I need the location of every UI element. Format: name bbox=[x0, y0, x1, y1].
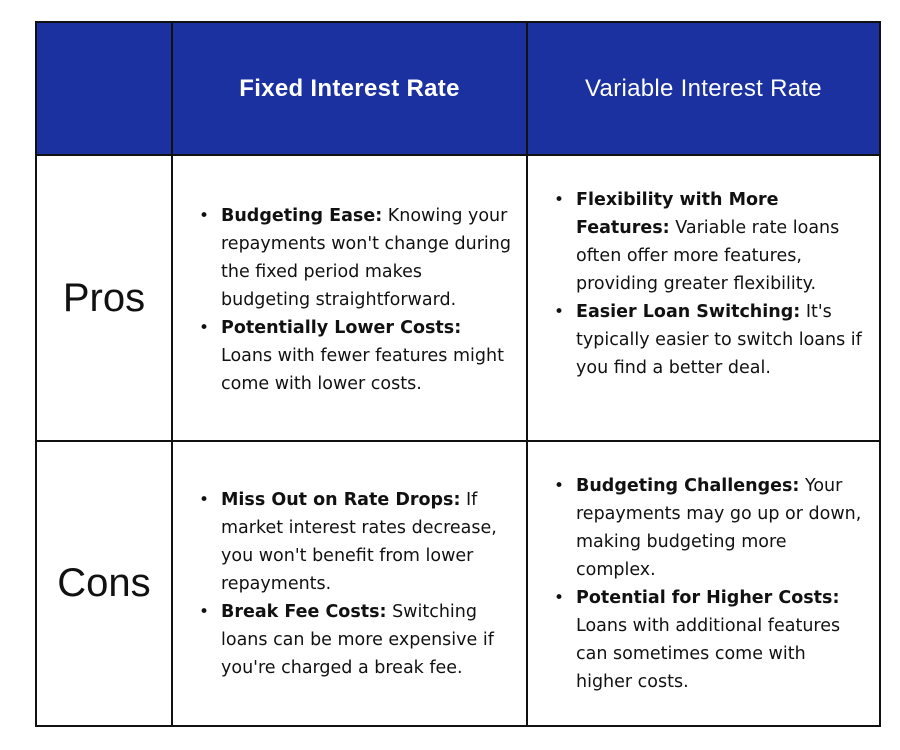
fixed-pros-cell bbox=[173, 156, 528, 442]
point-term: Flexibility with More Features: bbox=[576, 190, 779, 238]
point-text: Knowing your repayments won't change during the fixed period makes budgeting straightforward. bbox=[221, 206, 511, 310]
bullet-icon: • bbox=[199, 601, 210, 622]
bullet-icon: • bbox=[554, 302, 565, 322]
bullet-icon: • bbox=[554, 475, 565, 496]
point-text: Variable rate loans often offer more features, providing greater flexibility. bbox=[576, 218, 840, 294]
header-fixed-label: Fixed Interest Rate bbox=[239, 74, 460, 102]
pros-label: Pros bbox=[62, 275, 146, 320]
point-text: Switching loans can be more expensive if you're charged a break fee. bbox=[221, 601, 494, 678]
point-term: Break Fee Costs: bbox=[221, 601, 387, 622]
cons-label: Cons bbox=[57, 561, 151, 605]
bullet-icon: • bbox=[554, 587, 565, 608]
row-label-pros bbox=[37, 156, 173, 442]
bullet-icon: • bbox=[199, 489, 210, 510]
point-term: Budgeting Ease: bbox=[221, 206, 383, 226]
list-item bbox=[554, 186, 865, 298]
variable-pros-cell bbox=[528, 156, 879, 442]
point-text: Loans with additional features can sometimes come with higher costs. bbox=[576, 615, 841, 692]
point-term: Easier Loan Switching: bbox=[576, 302, 801, 322]
header-variable-label: Variable Interest Rate bbox=[585, 74, 822, 102]
point-term: Potentially Lower Costs: bbox=[221, 318, 462, 338]
header-fixed-rate bbox=[173, 23, 528, 156]
point-text: If market interest rates decrease, you won't benefit from lower repayments. bbox=[221, 489, 497, 594]
point-text: Your repayments may go up or down, making budgeting more complex. bbox=[576, 475, 862, 580]
fixed-cons-cell bbox=[173, 442, 528, 725]
bullet-icon: • bbox=[199, 318, 210, 338]
list-item bbox=[199, 202, 512, 314]
header-corner-cell bbox=[37, 23, 173, 156]
header-variable-rate bbox=[528, 23, 879, 156]
fixed-pros-list bbox=[173, 202, 526, 398]
list-item bbox=[554, 584, 865, 696]
variable-pros-list bbox=[528, 186, 879, 382]
list-item bbox=[199, 486, 512, 598]
variable-cons-list bbox=[528, 472, 879, 696]
list-item bbox=[199, 598, 512, 682]
bullet-icon: • bbox=[199, 206, 210, 226]
point-term: Potential for Higher Costs: bbox=[576, 587, 840, 608]
point-text: Loans with fewer features might come with lower costs. bbox=[221, 346, 504, 394]
comparison-table bbox=[35, 21, 881, 727]
list-item bbox=[199, 314, 512, 398]
fixed-cons-list bbox=[173, 486, 526, 682]
point-term: Budgeting Challenges: bbox=[576, 475, 800, 496]
point-text: It's typically easier to switch loans if you find a better deal. bbox=[576, 302, 862, 378]
bullet-icon: • bbox=[554, 190, 565, 210]
point-term: Miss Out on Rate Drops: bbox=[221, 489, 461, 510]
list-item bbox=[554, 472, 865, 584]
row-label-cons bbox=[37, 442, 173, 725]
list-item bbox=[554, 298, 865, 382]
variable-cons-cell bbox=[528, 442, 879, 725]
